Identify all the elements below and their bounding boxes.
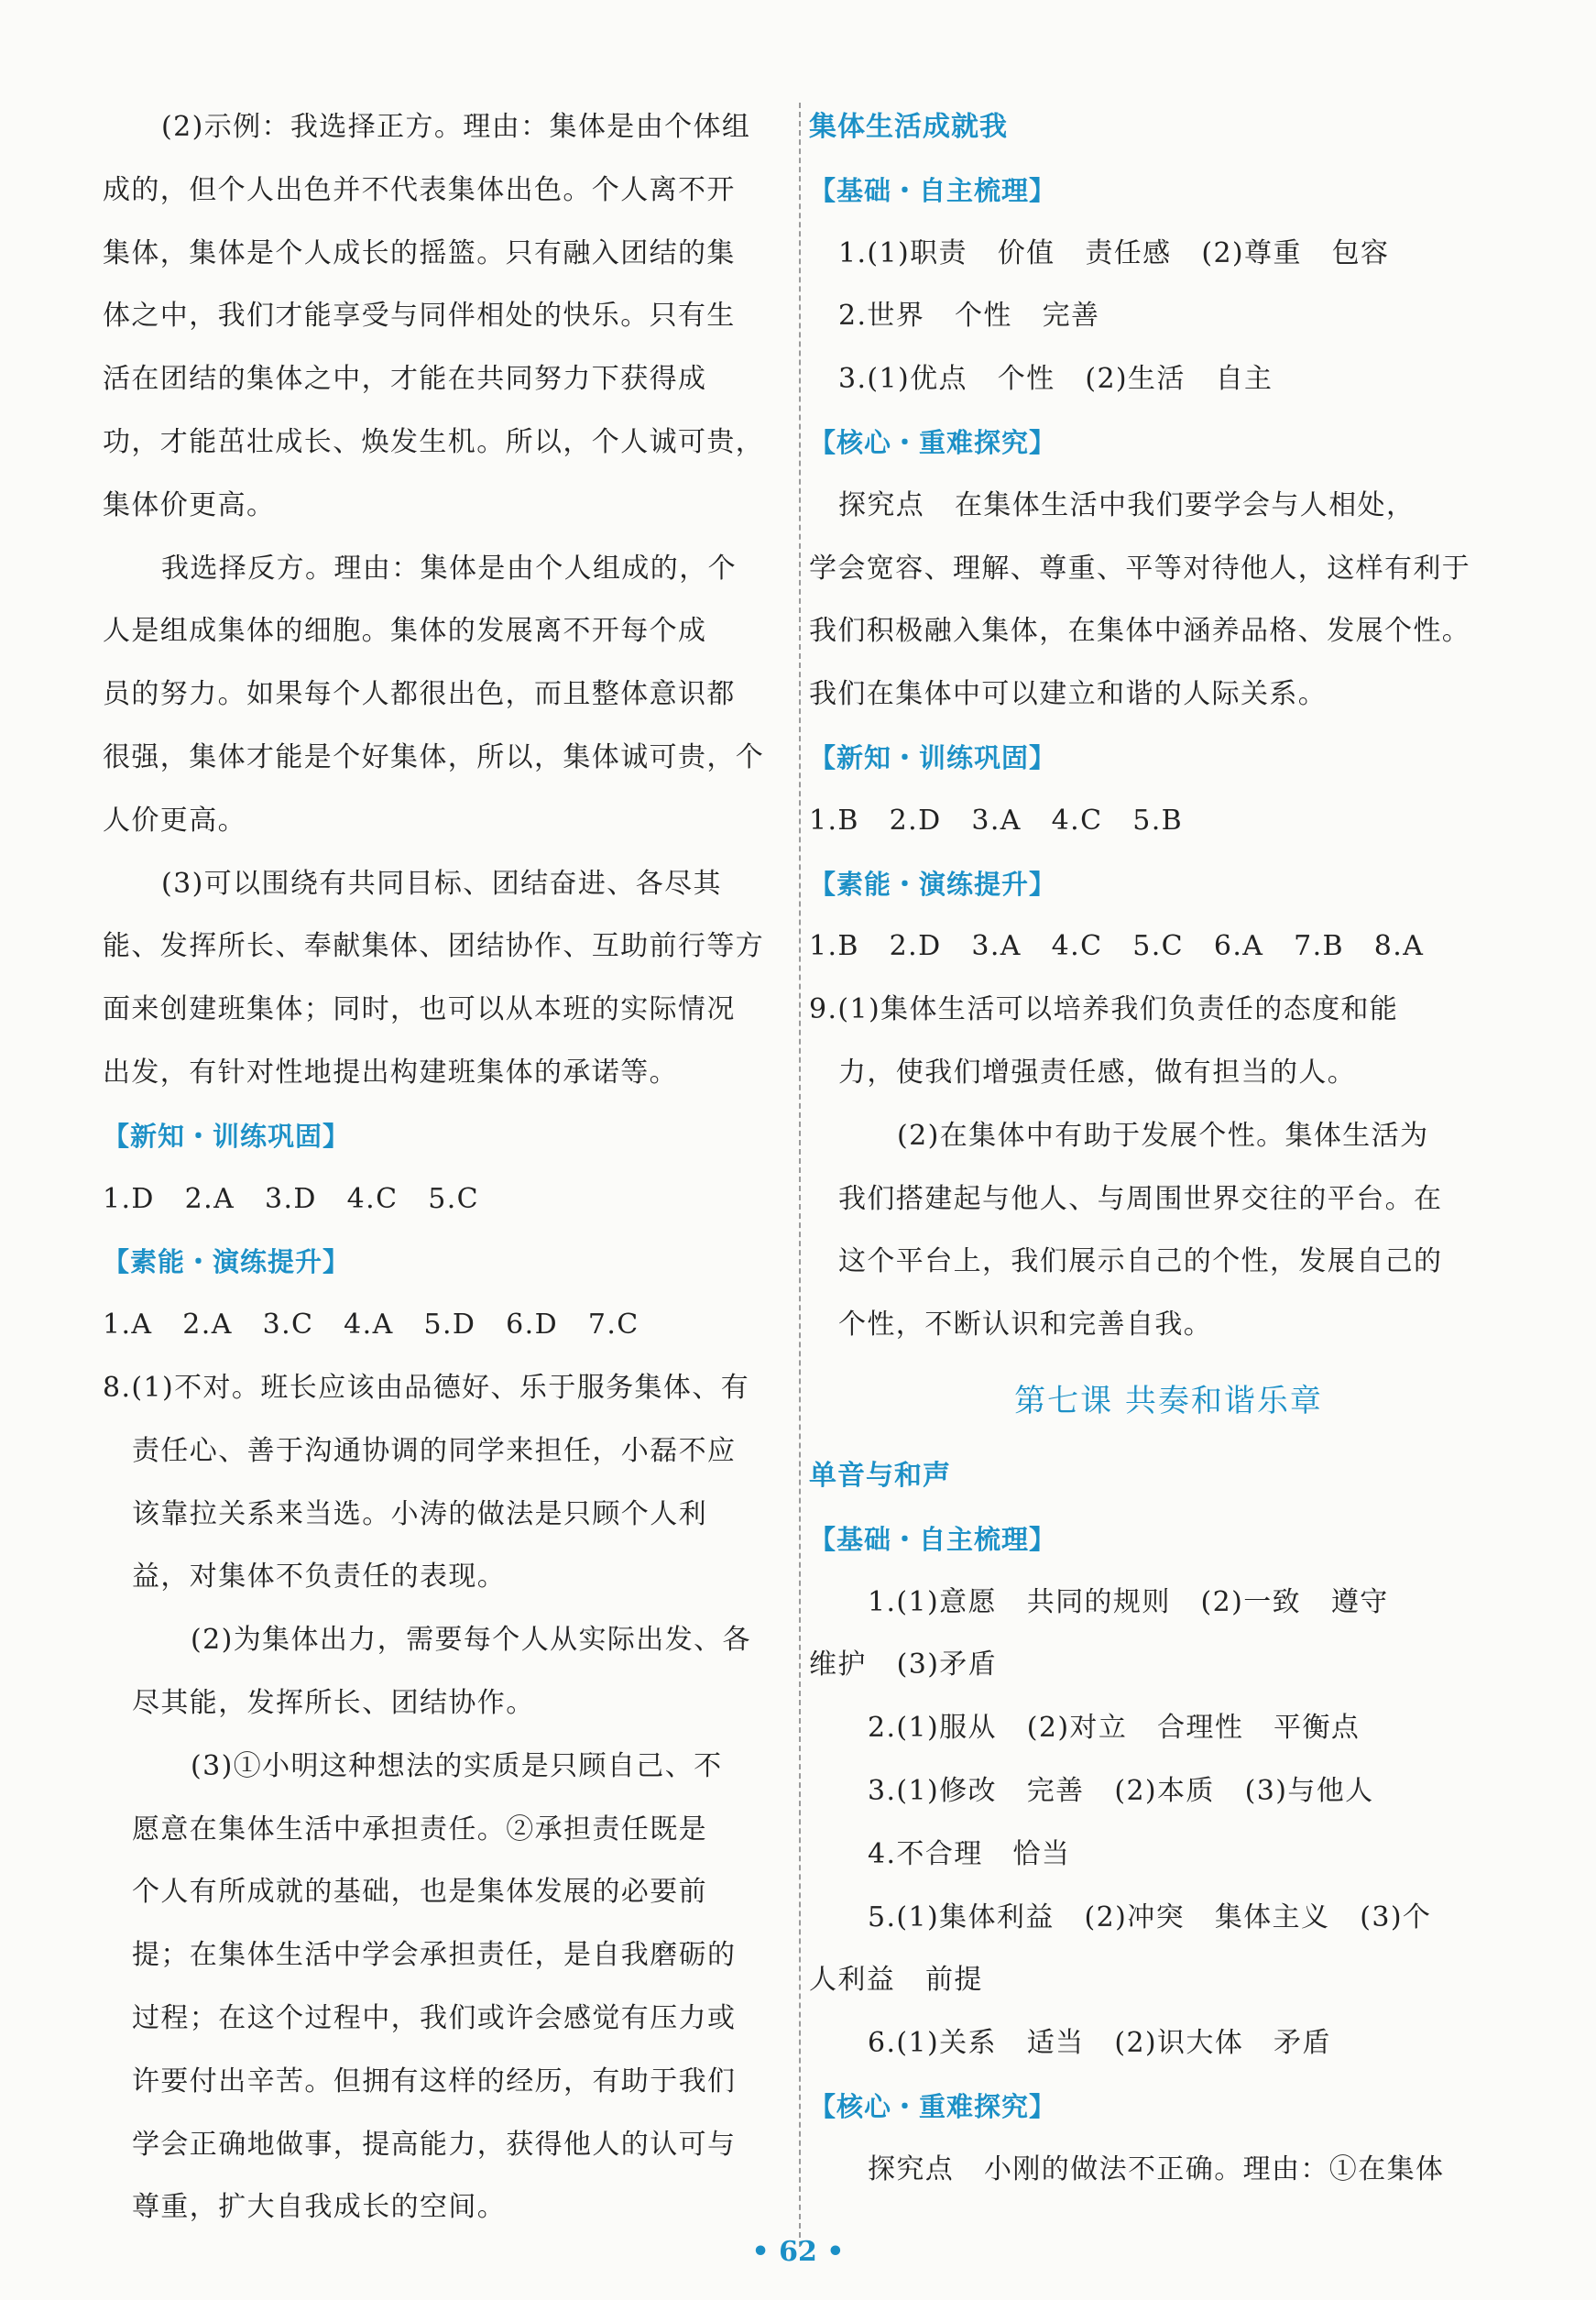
- text-line: 人是组成集体的细胞。集体的发展离不开每个成: [103, 615, 707, 648]
- text-line: 愿意在集体生活中承担责任。②承担责任既是: [132, 1813, 707, 1845]
- text-line: 能、发挥所长、奉献集体、团结协作、互助前行等方: [103, 930, 765, 963]
- text-line: 提；在集体生活中学会承担责任，是自我磨砺的: [132, 1939, 737, 1972]
- text-line: 学会正确地做事，提高能力，获得他人的认可与: [132, 2128, 737, 2161]
- section-heading: 【核心・重难探究】: [809, 426, 1057, 458]
- text-line: 6.(1)关系 适当 (2)识大体 矛盾: [868, 2027, 1331, 2060]
- text-line: (2)为集体出力，需要每个人从实际出发、各: [191, 1624, 751, 1657]
- text-line: (2)在集体中有助于发展个性。集体生活为: [897, 1119, 1429, 1152]
- text-line: 3.(1)优点 个性 (2)生活 自主: [838, 363, 1274, 396]
- text-line: 1.(1)职责 价值 责任感 (2)尊重 包容: [838, 236, 1390, 269]
- text-line: 我们在集体中可以建立和谐的人际关系。: [809, 678, 1328, 711]
- column-divider: [799, 103, 801, 2247]
- text-line: 我选择反方。理由：集体是由个人组成的，个: [161, 552, 737, 585]
- text-line: 1.D 2.A 3.D 4.C 5.C: [103, 1182, 480, 1215]
- section-heading: 【新知・训练巩固】: [809, 741, 1057, 773]
- text-line: 探究点 小刚的做法不正确。理由：①在集体: [868, 2152, 1445, 2185]
- text-line: 2.世界 个性 完善: [838, 300, 1100, 333]
- left-column: [103, 96, 788, 2240]
- section-heading: 单音与和声: [809, 1459, 951, 1492]
- text-line: 尊重，扩大自我成长的空间。: [132, 2191, 507, 2224]
- text-line: 这个平台上，我们展示自己的个性，发展自己的: [838, 1245, 1443, 1278]
- text-line: 很强，集体才能是个好集体，所以，集体诚可贵，个: [103, 740, 765, 773]
- text-line: 集体价更高。: [103, 488, 276, 521]
- text-line: 1.B 2.D 3.A 4.C 5.B: [809, 804, 1184, 837]
- text-line: 出发，有针对性地提出构建班集体的承诺等。: [103, 1056, 678, 1089]
- section-heading: 【素能・演练提升】: [103, 1246, 351, 1278]
- text-line: 尽其能，发挥所长、团结协作。: [132, 1686, 535, 1719]
- text-line: (2)示例：我选择正方。理由：集体是由个体组: [161, 111, 751, 143]
- text-line: 过程；在这个过程中，我们或许会感觉有压力或: [132, 2001, 737, 2034]
- text-line: 我们搭建起与他人、与周围世界交往的平台。在: [838, 1182, 1443, 1215]
- right-column: [809, 96, 1492, 2202]
- text-line: 人价更高。: [103, 804, 246, 837]
- text-line: 9.(1)集体生活可以培养我们负责任的态度和能: [809, 993, 1399, 1026]
- text-line: 5.(1)集体利益 (2)冲突 集体主义 (3)个: [868, 1900, 1432, 1933]
- text-line: 探究点 在集体生活中我们要学会与人相处，: [838, 488, 1416, 521]
- text-line: 许要付出辛苦。但拥有这样的经历，有助于我们: [132, 2065, 737, 2097]
- text-line: 面来创建班集体；同时，也可以从本班的实际情况: [103, 993, 736, 1026]
- section-heading: 集体生活成就我: [809, 111, 1008, 143]
- text-line: 成的，但个人出色并不代表集体出色。个人离不开: [103, 173, 736, 206]
- text-line: 个人有所成就的基础，也是集体发展的必要前: [132, 1876, 707, 1909]
- text-line: 1.B 2.D 3.A 4.C 5.C 6.A 7.B 8.A: [809, 930, 1425, 963]
- text-line: 人利益 前提: [809, 1964, 983, 1997]
- text-line: 学会宽容、理解、尊重、平等对待他人，这样有利于: [809, 552, 1471, 585]
- text-line: 力，使我们增强责任感，做有担当的人。: [838, 1056, 1357, 1089]
- text-line: 益，对集体不负责任的表现。: [132, 1561, 507, 1594]
- section-heading: 【素能・演练提升】: [809, 868, 1057, 900]
- text-line: 1.(1)意愿 共同的规则 (2)一致 遵守: [868, 1585, 1389, 1618]
- section-heading: 【新知・训练巩固】: [103, 1120, 351, 1152]
- section-heading: 【基础・自主梳理】: [809, 1523, 1057, 1555]
- text-line: 功，才能茁壮成长、焕发生机。所以，个人诚可贵，: [103, 425, 765, 458]
- text-line: 员的努力。如果每个人都很出色，而且整体意识都: [103, 678, 736, 711]
- text-line: 我们积极融入集体，在集体中涵养品格、发展个性。: [809, 615, 1471, 648]
- text-line: 4.不合理 恰当: [868, 1837, 1071, 1870]
- text-line: 个性，不断认识和完善自我。: [838, 1309, 1213, 1342]
- text-line: 责任心、善于沟通协调的同学来担任，小磊不应: [132, 1434, 737, 1467]
- text-line: 1.A 2.A 3.C 4.A 5.D 6.D 7.C: [103, 1309, 639, 1342]
- chapter-title: 第七课 共奏和谐乐章: [1014, 1382, 1323, 1419]
- text-line: 体之中，我们才能享受与同伴相处的快乐。只有生: [103, 300, 736, 333]
- text-line: 8.(1)不对。班长应该由品德好、乐于服务集体、有: [103, 1371, 750, 1404]
- text-line: 3.(1)修改 完善 (2)本质 (3)与他人: [868, 1774, 1374, 1807]
- text-line: (3)①小明这种想法的实质是只顾自己、不: [191, 1749, 723, 1782]
- text-line: (3)可以围绕有共同目标、团结奋进、各尽其: [161, 867, 722, 900]
- section-heading: 【核心・重难探究】: [809, 2090, 1057, 2122]
- text-line: 维护 (3)矛盾: [809, 1648, 998, 1681]
- text-line: 集体，集体是个人成长的摇篮。只有融入团结的集: [103, 236, 736, 269]
- page-number: • 62 •: [751, 2236, 845, 2268]
- section-heading: 【基础・自主梳理】: [809, 174, 1057, 206]
- text-line: 活在团结的集体之中，才能在共同努力下获得成: [103, 363, 707, 396]
- text-line: 该靠拉关系来当选。小涛的做法是只顾个人利: [132, 1497, 707, 1530]
- text-line: 2.(1)服从 (2)对立 合理性 平衡点: [868, 1712, 1361, 1745]
